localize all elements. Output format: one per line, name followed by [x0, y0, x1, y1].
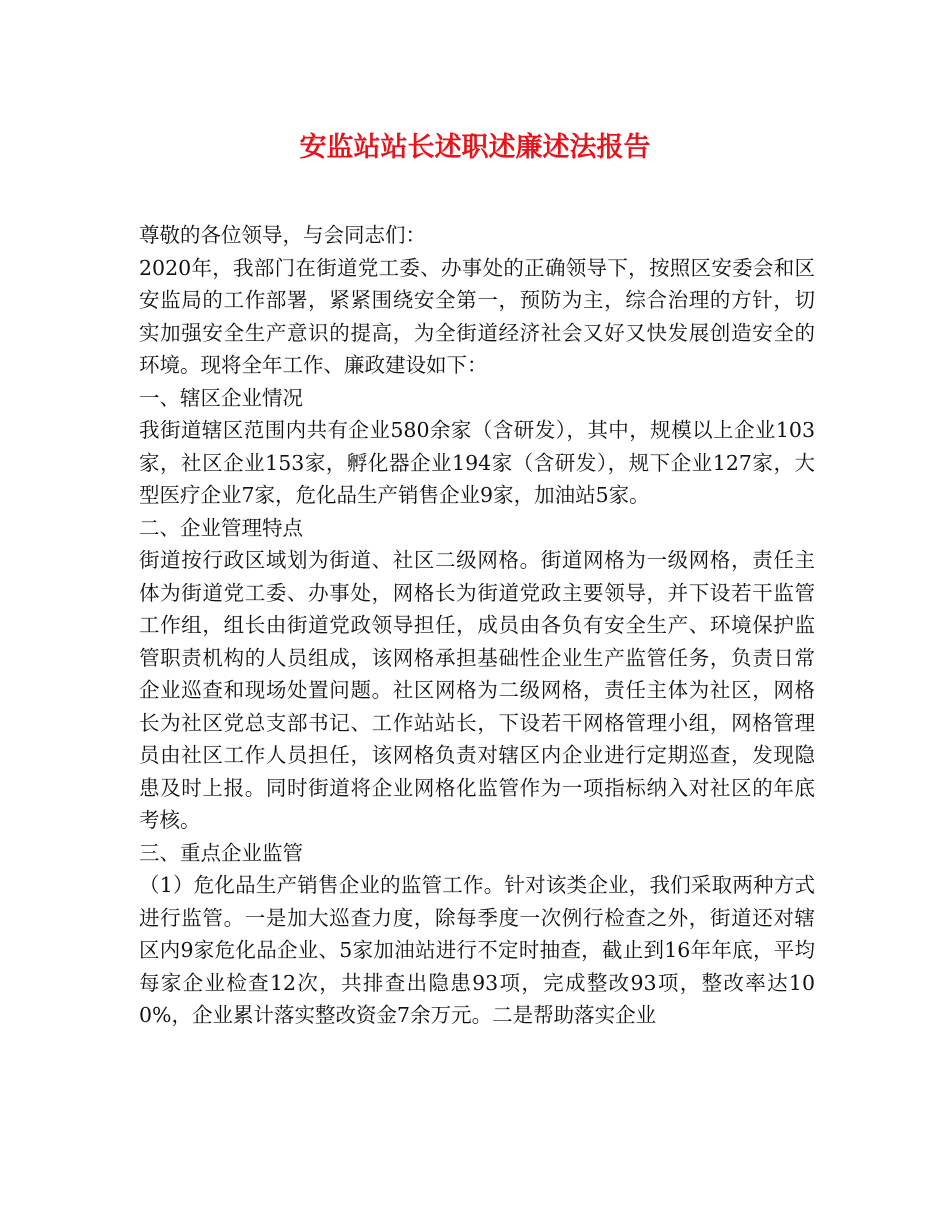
section-heading-supervision: 三、重点企业监管 — [139, 840, 303, 865]
section-body-supervision: （1）危化品生产销售企业的监管工作。针对该类企业，我们采取两种方式进行监管。一是加大巡查力度，除每季度一次例行检查之外，街道还对辖区内9家危化品企业、5家加油站进行不定时抽查，截止到16年年底，平均每家企业检查12次，共排查出隐患93项，完成整改93项，整改率达100%，企业累计落实整改资金7余万元。二是帮助落实企业 — [139, 873, 815, 1027]
section-heading-management: 二、企业管理特点 — [139, 515, 303, 540]
section-heading-enterprises: 一、辖区企业情况 — [139, 385, 303, 410]
document-body — [139, 219, 815, 1032]
intro-paragraph: 2020年，我部门在街道党工委、办事处的正确领导下，按照区安委会和区安监局的工作部署，紧紧围绕安全第一，预防为主，综合治理的方针，切实加强安全生产意识的提高，为全街道经济社会又好又快发展创造安全的环境。现将全年工作、廉政建设如下： — [139, 255, 815, 377]
document-title: 安监站站长述职述廉述法报告 — [299, 132, 651, 163]
section-body-enterprises: 我街道辖区范围内共有企业580余家（含研发），其中，规模以上企业103家，社区企业153家，孵化器企业194家（含研发），规下企业127家，大型医疗企业7家，危化品生产销售企业9家，加油站5家。 — [139, 418, 815, 507]
section-body-management: 街道按行政区域划为街道、社区二级网格。街道网格为一级网格，责任主体为街道党工委、办事处，网格长为街道党政主要领导，并下设若干监管工作组，组长由街道党政领导担任，成员由各负有安全生产、环境保护监管职责机构的人员组成，该网格承担基础性企业生产监管任务，负责日常企业巡查和现场处置问题。社区网格为二级网格，责任主体为社区，网格长为社区党总支部书记、工作站站长，下设若干网格管理小组，网格管理员由社区工作人员担任，该网格负责对辖区内企业进行定期巡查，发现隐患及时上报。同时街道将企业网格化监管作为一项指标纳入对社区的年底考核。 — [139, 548, 815, 832]
salutation: 尊敬的各位领导，与会同志们： — [139, 223, 426, 247]
